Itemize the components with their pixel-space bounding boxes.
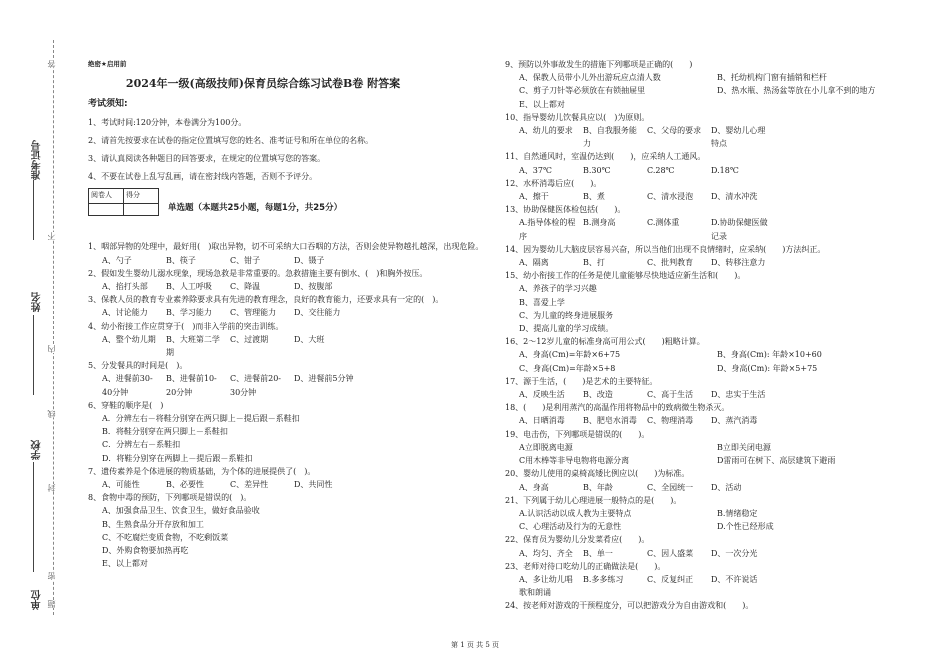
option-group (505, 124, 917, 150)
binding-label-name: 姓名 (32, 292, 43, 312)
answer-option[interactable]: C、为儿童的终身进展服务 (519, 310, 614, 320)
answer-option[interactable]: C、父母的要求 (647, 126, 702, 136)
answer-option[interactable]: D、一次分光 (711, 548, 758, 558)
seal-mark-line: 线 (47, 410, 56, 418)
option-group (88, 504, 488, 570)
secret-label: 绝密★启用前 (88, 60, 127, 68)
answer-option[interactable]: A、可能性 (102, 480, 140, 490)
seal-mark-secret: 密 (47, 572, 56, 580)
answer-option[interactable]: B、打 (583, 258, 605, 268)
answer-option[interactable]: C.28℃ (647, 165, 675, 175)
answer-option[interactable]: D．将鞋分别穿在两脚上－提后跟－系鞋扣 (102, 453, 253, 463)
question-text: 23、老师对待口吃幼儿的正确做法是( )。 (505, 561, 666, 571)
answer-option[interactable]: D.18℃ (711, 165, 739, 175)
answer-option[interactable]: D.个性已经形成 (717, 522, 774, 532)
answer-option[interactable]: D、按腹部 (294, 282, 333, 292)
answer-option[interactable]: B立即关闭电源 (717, 442, 771, 452)
answer-option[interactable]: A、整个幼儿期 (102, 334, 156, 344)
option-group (505, 441, 917, 467)
answer-option[interactable]: A、隔离 (519, 258, 549, 268)
answer-option[interactable]: D、转移注意力 (711, 258, 766, 268)
reviewer-header: 阅卷人 (89, 189, 124, 203)
answer-option[interactable]: D、不许说话 (711, 574, 758, 584)
question-text: 6、穿鞋的顺序是( ) (88, 400, 164, 410)
answer-option[interactable]: C、因人盛菜 (647, 548, 694, 558)
answer-option[interactable]: E、以上都对 (102, 559, 148, 569)
binding-margin (0, 0, 66, 671)
answer-option[interactable]: C、降温 (230, 282, 261, 292)
answer-option[interactable]: B、筷子 (166, 255, 196, 265)
question-text: 10、指导婴幼儿饮餐具应以( )为原则。 (505, 112, 650, 122)
question-text: 22、保育员为婴幼儿分发菜肴应( )。 (505, 535, 650, 545)
option-group (88, 478, 488, 491)
answer-option[interactable]: B、年龄 (583, 482, 613, 492)
answer-option[interactable]: C、高于生活 (647, 390, 694, 400)
seal-mark-inside: 内 (47, 345, 56, 353)
question-text: 9、预防以外事故发生的措施下列哪项是正确的( ) (505, 60, 693, 69)
seal-mark-seal: 封 (47, 484, 56, 492)
answer-option[interactable]: D、交往能力 (294, 308, 341, 318)
right-question-list (505, 58, 917, 613)
binding-label-school: 学校 (32, 440, 43, 460)
option-group (505, 164, 917, 177)
notice-item: 2、请首先按要求在试卷的指定位置填写您的姓名、准考证号和所在单位的名称。 (88, 135, 374, 145)
question-text: 14、因为婴幼儿大脑皮层容易兴奋，所以当他们出现不良情绪时，应采纳( )方法纠正。 (505, 244, 826, 254)
seal-dashed-line (53, 40, 54, 615)
question-text: 17、源于生活，( )是艺术的主要特征。 (505, 376, 658, 386)
score-header: 得分 (124, 189, 159, 203)
question-text: 12、水杯消毒后应( )。 (505, 178, 602, 188)
answer-option[interactable]: D.协助保健医做记录 (711, 218, 768, 241)
answer-option[interactable]: A、幼儿的要求 (519, 126, 573, 136)
answer-option[interactable]: C．分辨左右－系鞋扣 (102, 440, 181, 450)
question-text: 13、协助保健医体检包括( )。 (505, 205, 626, 215)
question-text: 19、电击伤，下列哪项是错误的( )。 (505, 429, 650, 439)
answer-option[interactable]: B.情绪稳定 (717, 508, 758, 518)
answer-option[interactable]: C、差异性 (230, 480, 269, 490)
seal-mark-not: 不 (47, 232, 56, 240)
option-group (88, 333, 488, 359)
answer-option[interactable]: B.测身高 (583, 218, 616, 228)
reviewer-cell[interactable] (89, 203, 124, 215)
answer-option[interactable]: B、改造 (583, 390, 613, 400)
answer-option[interactable]: B、大班第二学期 (166, 334, 220, 358)
seal-mark-answer: 答 (47, 60, 56, 68)
answer-option[interactable]: A立即脱离电源 (519, 442, 573, 452)
answer-option[interactable]: B、喜爱上学 (519, 297, 565, 307)
answer-option[interactable]: A、进餐前30-40分钟 (102, 374, 153, 397)
answer-option[interactable]: A．分辨左右－将鞋分别穿在两只脚上－提后跟－系鞋扣 (102, 414, 300, 424)
page-title: 2024年一级(高级技师)保育员综合练习试卷B卷 附答案 (125, 77, 401, 91)
answer-option[interactable]: C.测体重 (647, 218, 680, 228)
answer-option[interactable]: D雷雨可在树下、高层建筑下避雨 (717, 456, 836, 466)
question-text: 15、幼小衔接工作的任务是使儿童能够尽快地适应新生活和( )。 (505, 271, 746, 281)
answer-option[interactable]: D、镊子 (294, 255, 325, 265)
left-question-list (88, 240, 488, 570)
answer-option[interactable]: A、日晒消毒 (519, 416, 565, 426)
option-group (88, 372, 488, 398)
answer-option[interactable]: C、剪子刀针等必须放在有锁抽屉里 (519, 86, 646, 96)
question-text: 24、按老师对游戏的干预程度分，可以把游戏分为自由游戏和( )。 (505, 601, 754, 611)
option-group (505, 388, 917, 401)
option-group (88, 412, 488, 465)
score-cell[interactable] (124, 203, 159, 215)
answer-option[interactable]: D、热水瓶、热汤盆等放在小儿拿不到的地方 (717, 86, 876, 96)
answer-option[interactable]: D、身高(Cm): 年龄×5+75 (717, 363, 818, 373)
answer-option[interactable]: C、批判教育 (647, 258, 694, 268)
option-group (505, 507, 917, 533)
answer-option[interactable]: D、进餐前5分钟 (294, 374, 354, 384)
question-text: 7、遗传素养是个体进展的物质基础，为个体的进展提供了( )。 (88, 466, 316, 476)
option-group (505, 348, 917, 374)
answer-option[interactable]: A、擦干 (519, 192, 549, 202)
option-group (505, 216, 917, 242)
answer-option[interactable]: A、勺子 (102, 255, 132, 265)
answer-option[interactable]: B、人工呼吸 (166, 282, 212, 292)
answer-option[interactable]: A、身高(Cm)=年龄×6+75 (519, 350, 621, 360)
notice-item: 3、请认真阅读各种题目的回答要求，在规定的位置填写您的答案。 (88, 154, 326, 164)
question-text: 11、自然通风时，室温仍达到( )，应采纳人工通风。 (505, 152, 706, 162)
question-text: 4、幼小衔接工作应贯穿于( )而非入学前的突击训练。 (88, 321, 284, 331)
section-title: 单选题（本题共25小题，每题1分，共25分） (168, 203, 343, 214)
question-text: 1、咽部异物的处理中，最好用( )取出异物，切不可采纳大口吞咽的方法，否则会使异物越扎越深，出现危险。 (88, 242, 484, 252)
question-text: 3、保教人员的教育专业素养除要求具有先进的教育理念，良好的教育能力，还要求具有一定的( )。 (88, 295, 444, 305)
answer-option[interactable]: B．将鞋分别穿在两只脚上－系鞋扣 (102, 427, 228, 437)
answer-option[interactable]: E、以上都对 (519, 99, 565, 109)
answer-option[interactable]: A.指导体检的程序 (519, 218, 576, 241)
answer-option[interactable]: B、单一 (583, 548, 613, 558)
answer-option[interactable]: B、自我服务能力 (583, 126, 637, 149)
exam-notice (88, 98, 488, 183)
answer-option[interactable]: D、蒸汽消毒 (711, 416, 758, 426)
option-group (505, 256, 917, 269)
option-group (505, 573, 917, 599)
answer-option[interactable]: B、学习能力 (166, 308, 212, 318)
school-line (33, 462, 34, 572)
question-text: 2、假如发生婴幼儿溺水现象，现场急救是非常重要的。急救措施主要有倒水、( )和胸外按压。 (88, 268, 428, 278)
answer-option[interactable]: C、全园统一 (647, 482, 694, 492)
page-footer: 第 1 页 共 5 页 (450, 641, 500, 649)
binding-label-unit: 单位 (32, 590, 43, 610)
answer-option[interactable]: C、过渡期 (230, 334, 269, 344)
answer-option[interactable]: D、婴幼儿心理特点 (711, 126, 766, 149)
answer-option[interactable]: C、身高(Cm)=年龄×5+8 (519, 363, 616, 373)
option-group (88, 254, 488, 267)
answer-option[interactable]: C、心理活动及行为的无意性 (519, 522, 622, 532)
answer-option[interactable]: B、进餐前10-20分钟 (166, 374, 217, 397)
answer-option[interactable]: D、外购食物要加热再吃 (102, 546, 189, 556)
answer-option[interactable]: C、清水浸泡 (647, 192, 694, 202)
notice-item: 1、考试时间:120分钟，本卷满分为100分。 (88, 117, 247, 127)
option-group (505, 481, 917, 494)
answer-option[interactable]: C、反复纠正 (647, 574, 694, 584)
answer-option[interactable]: C、物理消毒 (647, 416, 694, 426)
answer-option[interactable]: D、提高儿童的学习成绩。 (519, 324, 614, 334)
option-group (505, 71, 917, 111)
answer-option[interactable]: B.多多练习 (583, 574, 624, 584)
left-column (88, 58, 488, 571)
notice-item: 4、不要在试卷上乱写乱画，请在密封线内答题，否则不予评分。 (88, 172, 318, 182)
answer-option[interactable]: C用木棒等非导电物将电源分离 (519, 456, 630, 466)
answer-option[interactable]: D、共同性 (294, 480, 333, 490)
question-text: 21、下列属于幼儿心理进展一般特点的是( )。 (505, 495, 682, 505)
answer-option[interactable]: D、清水冲洗 (711, 192, 758, 202)
answer-option[interactable]: B.30℃ (583, 165, 611, 175)
binding-label-exam-id: 准考证号 (32, 140, 43, 180)
question-text: 20、婴幼儿使用的桌椅高矮比例应以( )为标准。 (505, 469, 690, 479)
option-group (505, 414, 917, 427)
name-line (33, 315, 34, 395)
answer-option[interactable]: A、37℃ (519, 165, 552, 175)
score-table (88, 188, 159, 215)
right-column (505, 58, 917, 613)
question-text: 8、食物中毒的预防，下列哪项是错误的( )。 (88, 493, 252, 503)
answer-option[interactable]: A、身高 (519, 482, 549, 492)
answer-option[interactable]: B、托幼机构门窗有插销和栏杆 (717, 73, 827, 83)
answer-option[interactable]: C、不吃腐烂变质食物，不吃剩饭菜 (102, 532, 229, 542)
answer-option[interactable]: D、活动 (711, 482, 742, 492)
question-text: 5、分发餐具的时间是( )。 (88, 361, 188, 371)
answer-option[interactable]: B、肥皂水消毒 (583, 416, 637, 426)
answer-option[interactable]: A、讨论能力 (102, 308, 148, 318)
answer-option[interactable]: C、钳子 (230, 255, 261, 265)
seal-mark-question: 题 (47, 600, 56, 608)
answer-option[interactable]: A、掐打头部 (102, 282, 148, 292)
option-group (88, 306, 488, 319)
answer-option[interactable]: B、身高(Cm): 年龄×10+60 (717, 350, 822, 360)
answer-option[interactable]: A.认识活动以成人教为主要特点 (519, 508, 632, 518)
question-text: 16、2～12岁儿童的标准身高可用公式( )粗略计算。 (505, 337, 705, 347)
answer-option[interactable]: A、养孩子的学习兴趣 (519, 284, 597, 294)
answer-option[interactable]: A、加强食品卫生、饮食卫生，做好食品验收 (102, 506, 260, 516)
notice-heading: 考试须知: (88, 99, 128, 110)
answer-option[interactable]: A、均匀、齐全 (519, 548, 573, 558)
answer-option[interactable]: B、生熟食品分开存放和加工 (102, 519, 204, 529)
answer-option[interactable]: B、必要性 (166, 480, 204, 490)
answer-option[interactable]: D、大班 (294, 334, 325, 344)
option-group (505, 547, 917, 560)
answer-option[interactable]: C、进餐前20-30分钟 (230, 374, 282, 397)
answer-option[interactable]: A、多让幼儿唱歌和朗诵 (519, 574, 573, 598)
option-group (88, 280, 488, 293)
answer-option[interactable]: C、管理能力 (230, 308, 277, 318)
option-group (505, 190, 917, 203)
answer-option[interactable]: A、反映生活 (519, 390, 565, 400)
question-text: 18、( )是利用蒸汽的高温作用将物品中的致病微生物杀灭。 (505, 403, 730, 413)
answer-option[interactable]: B、煮 (583, 192, 605, 202)
option-group (505, 282, 917, 335)
exam-id-line (33, 180, 34, 240)
answer-option[interactable]: A、保教人员带小儿外出游玩应点清人数 (519, 73, 661, 83)
score-section (88, 188, 488, 220)
answer-option[interactable]: D、忠实于生活 (711, 390, 766, 400)
